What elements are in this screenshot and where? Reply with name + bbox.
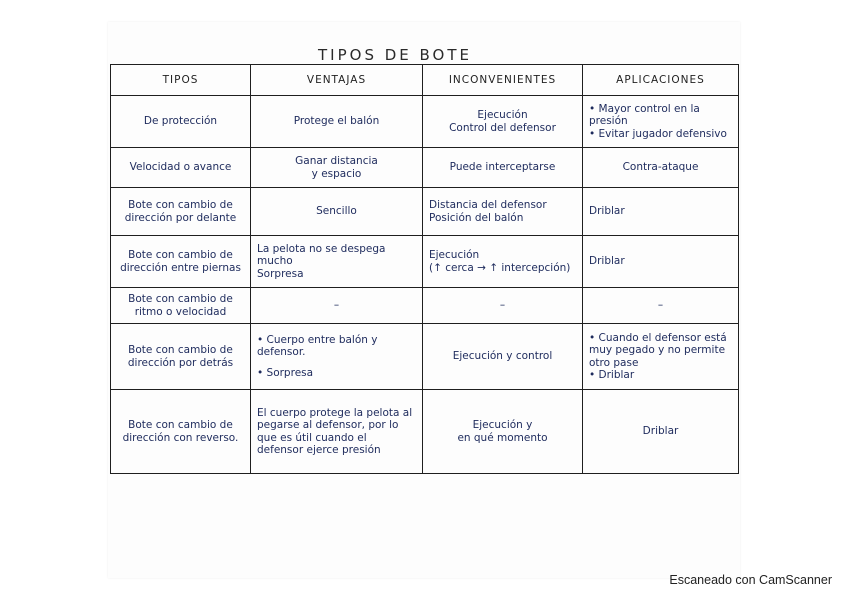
scanner-watermark: Escaneado con CamScanner [669,573,832,587]
cell-ventajas [251,390,423,474]
inconvenientes-line: Ejecución [429,249,480,261]
cell-aplicaciones [583,324,739,390]
table-header-row [111,65,739,96]
table-row [111,96,739,148]
cell-ventajas [251,288,423,324]
cell-inconvenientes [423,324,583,390]
inconvenientes-line: Ejecución y [472,419,533,431]
cell-aplicaciones [583,148,739,188]
inconvenientes-line: en qué momento [457,431,548,444]
ventajas-line: Sencillo [316,205,357,218]
ventajas-line: Ganar distancia [295,155,378,167]
cell-inconvenientes [423,288,583,324]
aplicaciones-line: Driblar [589,255,625,268]
cell-tipo: Bote con cambio de dirección entre piernas [111,236,251,288]
header-aplicaciones: APLICACIONES [583,65,739,96]
cell-inconvenientes [423,188,583,236]
aplicaciones-line: – [657,299,664,312]
ventajas-line: • Cuerpo entre balón y defensor. [257,333,378,359]
inconvenientes-line: Ejecución [477,109,528,121]
ventajas-line: Sorpresa [257,267,304,280]
cell-inconvenientes [423,390,583,474]
header-inconvenientes: INCONVENIENTES [423,65,583,96]
table-row [111,390,739,474]
inconvenientes-line: Distancia del defensor [429,199,547,211]
cell-tipo: Velocidad o avance [111,148,251,188]
inconvenientes-line: Control del defensor [449,121,556,134]
aplicaciones-line: Driblar [589,205,625,218]
table-body [111,96,739,474]
cell-tipo: Bote con cambio de ritmo o velocidad [111,288,251,324]
table-row [111,236,739,288]
aplicaciones-line: • Driblar [589,369,635,381]
ventajas-line: • Sorpresa [257,366,314,379]
ventajas-line: – [333,299,340,312]
cell-ventajas [251,148,423,188]
cell-aplicaciones [583,188,739,236]
cell-ventajas [251,236,423,288]
table-row [111,288,739,324]
cell-aplicaciones [583,236,739,288]
bote-types-table [110,64,739,474]
inconvenientes-line: Puede interceptarse [449,161,556,174]
aplicaciones-line: Contra-ataque [622,161,699,174]
aplicaciones-line: • Cuando el defensor está muy pegado y no permite otro pase [589,331,727,369]
inconvenientes-line: Ejecución y control [452,350,553,363]
header-ventajas: VENTAJAS [251,65,423,96]
aplicaciones-line: • Mayor control en la presión [589,102,700,128]
inconvenientes-line: Posición del balón [429,211,524,224]
cell-aplicaciones [583,288,739,324]
ventajas-line: y espacio [311,167,362,180]
cell-inconvenientes [423,96,583,148]
cell-ventajas [251,188,423,236]
cell-tipo: Bote con cambio de dirección por detrás [111,324,251,390]
cell-tipo: Bote con cambio de dirección por delante [111,188,251,236]
aplicaciones-line: Driblar [642,425,679,438]
table-row [111,324,739,390]
ventajas-line: Protege el balón [293,115,380,128]
cell-aplicaciones [583,390,739,474]
ventajas-line: El cuerpo protege la pelota al pegarse al defensor, por lo que es útil cuando el defensor ejerce presión [257,406,413,456]
aplicaciones-line: • Evitar jugador defensivo [589,127,727,140]
inconvenientes-line: (↑ cerca → ↑ intercepción) [429,261,571,274]
cell-inconvenientes [423,236,583,288]
inconvenientes-line: – [499,299,506,312]
table-row [111,188,739,236]
header-tipos: TIPOS [111,65,251,96]
cell-inconvenientes [423,148,583,188]
cell-tipo: De protección [111,96,251,148]
cell-aplicaciones [583,96,739,148]
ventajas-line: La pelota no se despega mucho [257,242,386,268]
page-title: TIPOS DE BOTE [318,46,472,64]
table-row [111,148,739,188]
cell-ventajas [251,96,423,148]
cell-ventajas [251,324,423,390]
cell-tipo: Bote con cambio de dirección con reverso. [111,390,251,474]
